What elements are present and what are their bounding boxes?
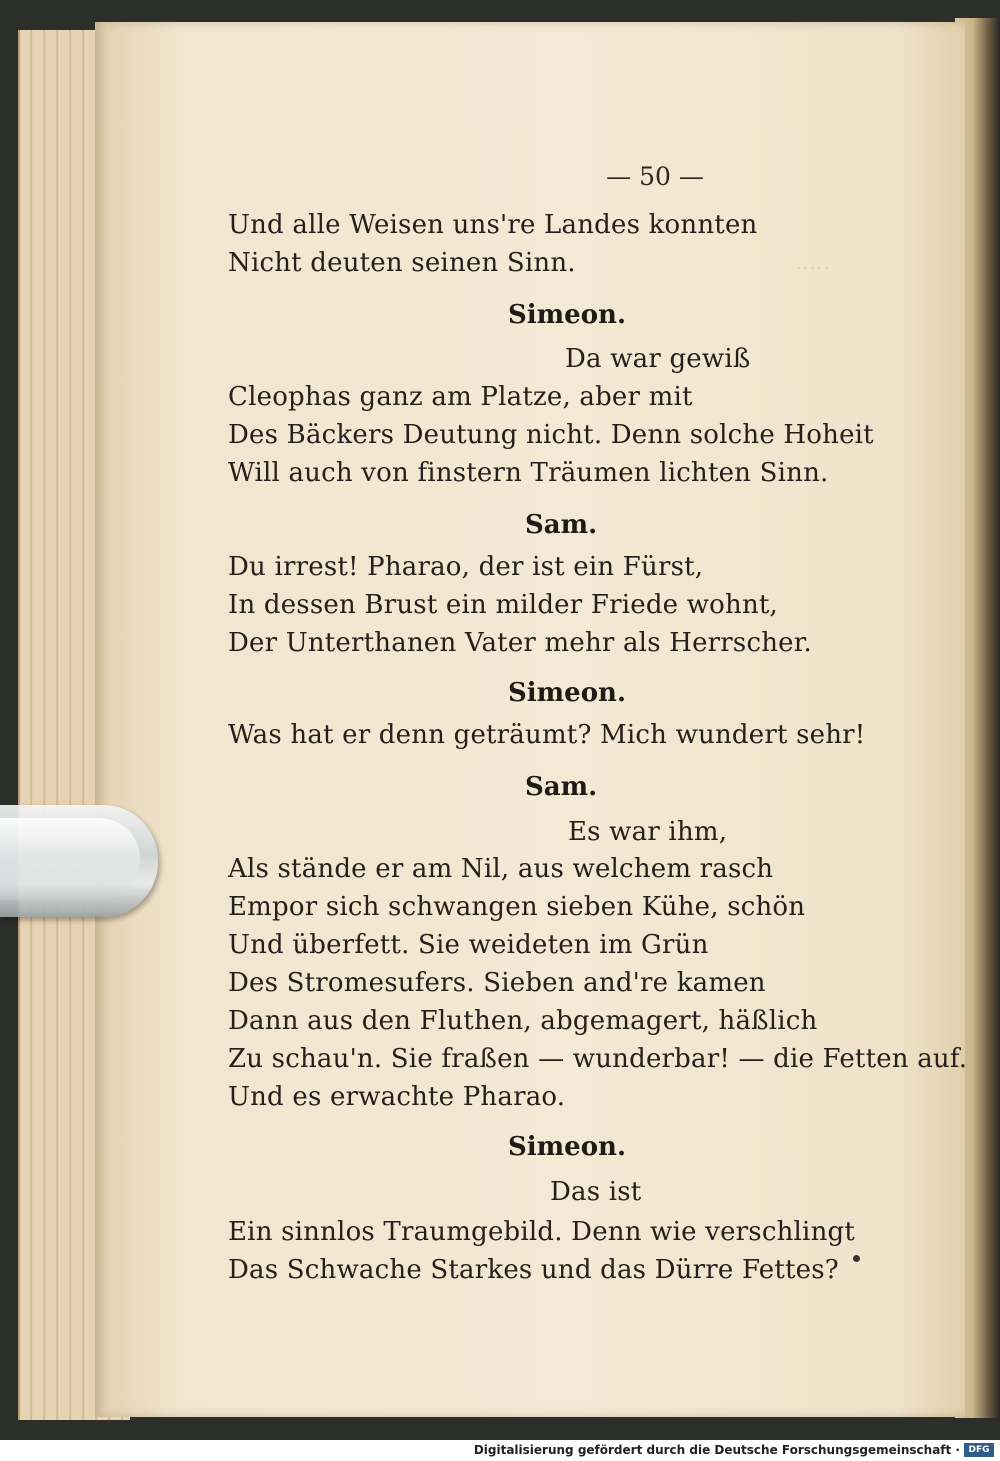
verse-line: Nicht deuten seinen Sinn. — [228, 248, 576, 278]
verse-line: Was hat er denn geträumt? Mich wundert sehr! — [228, 720, 866, 750]
verse-line: Und es erwachte Pharao. — [228, 1082, 566, 1112]
bleed-through-text: ····· — [795, 257, 830, 282]
verse-line: Dann aus den Fluthen, abgemagert, häßlich — [228, 1006, 818, 1036]
verse-line: Des Stromesufers. Sieben and're kamen — [228, 968, 766, 998]
verse-line: Das ist — [550, 1177, 642, 1207]
digitization-credit: Digitalisierung gefördert durch die Deutsche Forschungsgemeinschaft · — [473, 1443, 960, 1457]
verse-line: Cleophas ganz am Platze, aber mit — [228, 382, 693, 412]
speaker-name: Sam. — [525, 510, 598, 540]
verse-line: Der Unterthanen Vater mehr als Herrscher. — [228, 628, 812, 658]
verse-line: Es war ihm, — [568, 817, 728, 847]
verse-line: Das Schwache Starkes und das Dürre Fettes? — [228, 1255, 839, 1285]
verse-line: Will auch von finstern Träumen lichten Sinn. — [228, 458, 829, 488]
speaker-name: Simeon. — [508, 1132, 627, 1162]
speaker-name: Simeon. — [508, 678, 627, 708]
verse-line: Des Bäckers Deutung nicht. Denn solche Hoheit — [228, 420, 874, 450]
verse-line: Ein sinnlos Traumgebild. Denn wie verschlingt — [228, 1217, 856, 1247]
verse-line: Du irrest! Pharao, der ist ein Fürst, — [228, 552, 704, 582]
speaker-name: Simeon. — [508, 300, 627, 330]
book-page — [95, 22, 968, 1417]
verse-line: Als stände er am Nil, aus welchem rasch — [228, 854, 774, 884]
speaker-name: Sam. — [525, 772, 598, 802]
verse-line: Zu schau'n. Sie fraßen — wunderbar! — die Fetten auf. — [228, 1044, 968, 1074]
verse-line: Und überfett. Sie weideten im Grün — [228, 930, 709, 960]
clip-highlight — [0, 818, 140, 900]
ink-speck — [853, 1255, 860, 1262]
verse-line: In dessen Brust ein milder Friede wohnt, — [228, 590, 779, 620]
verse-line: Da war gewiß — [565, 344, 751, 374]
dfg-logo-icon: DFG — [964, 1443, 994, 1457]
verse-line: Empor sich schwangen sieben Kühe, schön — [228, 892, 806, 922]
verse-line: Und alle Weisen uns're Landes konnten — [228, 210, 758, 240]
page-number: — 50 — — [606, 162, 704, 191]
